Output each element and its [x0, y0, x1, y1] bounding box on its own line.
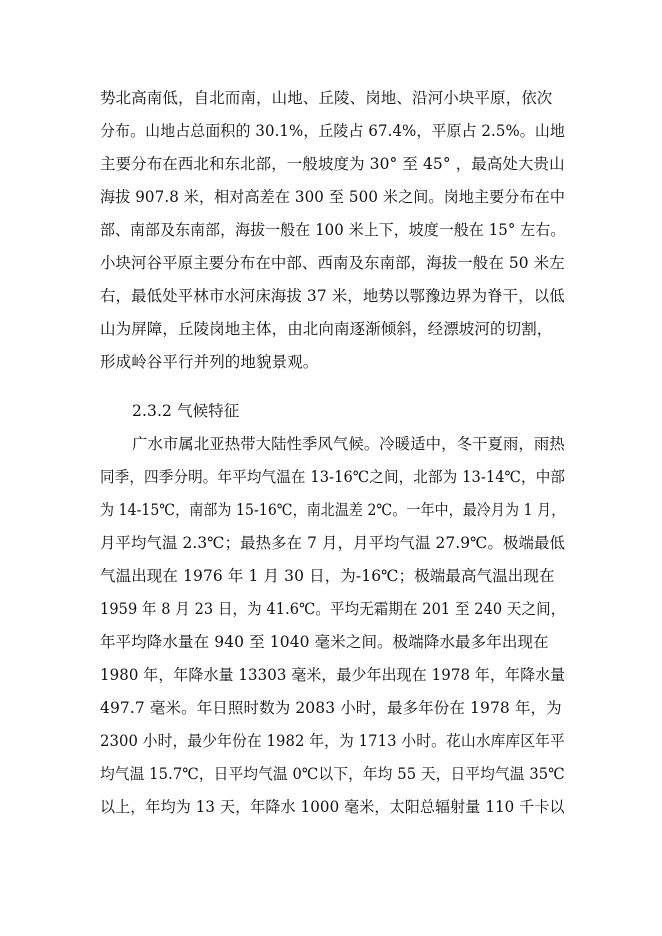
text-line: 497.7 毫米。年日照时数为 2083 小时，最多年份在 1978 年，为 [100, 699, 562, 717]
text-line: 同季，四季分明。年平均气温在 13-16℃之间，北部为 13-14℃，中部 [100, 468, 566, 486]
text-line: 1980 年，年降水量 13303 毫米，最少年出现在 1978 年，年降水量 [100, 666, 566, 684]
text-line: 2300 小时，最少年份在 1982 年，为 1713 小时。花山水库库区年平 [100, 732, 565, 750]
text-line: 部、南部及东南部，海拔一般在 100 米上下，坡度一般在 15° 左右。 [100, 221, 566, 239]
text-line: 广水市属北亚热带大陆性季风气候。冷暖适中，冬干夏雨，雨热 [132, 435, 565, 453]
text-line: 形成岭谷平行并列的地貌景观。 [100, 353, 319, 371]
text-line: 势北高南低，自北而南，山地、丘陵、岗地、沿河小块平原，依次 [100, 89, 553, 107]
text-line: 月平均气温 2.3℃；最热多在 7 月，月平均气温 27.9℃。极端最低 [100, 534, 566, 552]
text-line: 海拔 907.8 米，相对高差在 300 至 500 米之间。岗地主要分布在中 [100, 188, 566, 206]
text-line: 分布。山地占总面积的 30.1%，丘陵占 67.4%，平原占 2.5%。山地 [100, 122, 565, 140]
text-line: 气温出现在 1976 年 1 月 30 日，为-16℃；极端最高气温出现在 [100, 567, 555, 585]
text-line: 为 14-15℃，南部为 15-16℃，南北温差 2℃。一年中，最冷月为 1 月， [100, 501, 566, 519]
section-heading: 2.3.2 气候特征 [132, 402, 240, 420]
text-line: 右，最低处平林市水河床海拔 37 米，地势以鄂豫边界为脊干，以低 [100, 287, 565, 305]
text-line: 小块河谷平原主要分布在中部、西南及东南部，海拔一般在 50 米左 [100, 254, 565, 272]
text-line: 山为屏障，丘陵岗地主体，由北向南逐渐倾斜，经漂坡河的切割， [100, 320, 553, 338]
text-line: 以上，年均为 13 天，年降水 1000 毫米，太阳总辐射量 110 千卡以 [100, 798, 565, 816]
text-line: 均气温 15.7℃，日平均气温 0℃以下，年均 55 天，日平均气温 35℃ [100, 765, 565, 783]
text-line: 1959 年 8 月 23 日，为 41.6℃。平均无霜期在 201 至 240 天之间， [100, 600, 566, 618]
text-line: 年平均降水量在 940 至 1040 毫米之间。极端降水最多年出现在 [100, 633, 549, 651]
text-line: 主要分布在西北和东北部，一般坡度为 30° 至 45° ，最高处大贵山 [100, 155, 565, 173]
